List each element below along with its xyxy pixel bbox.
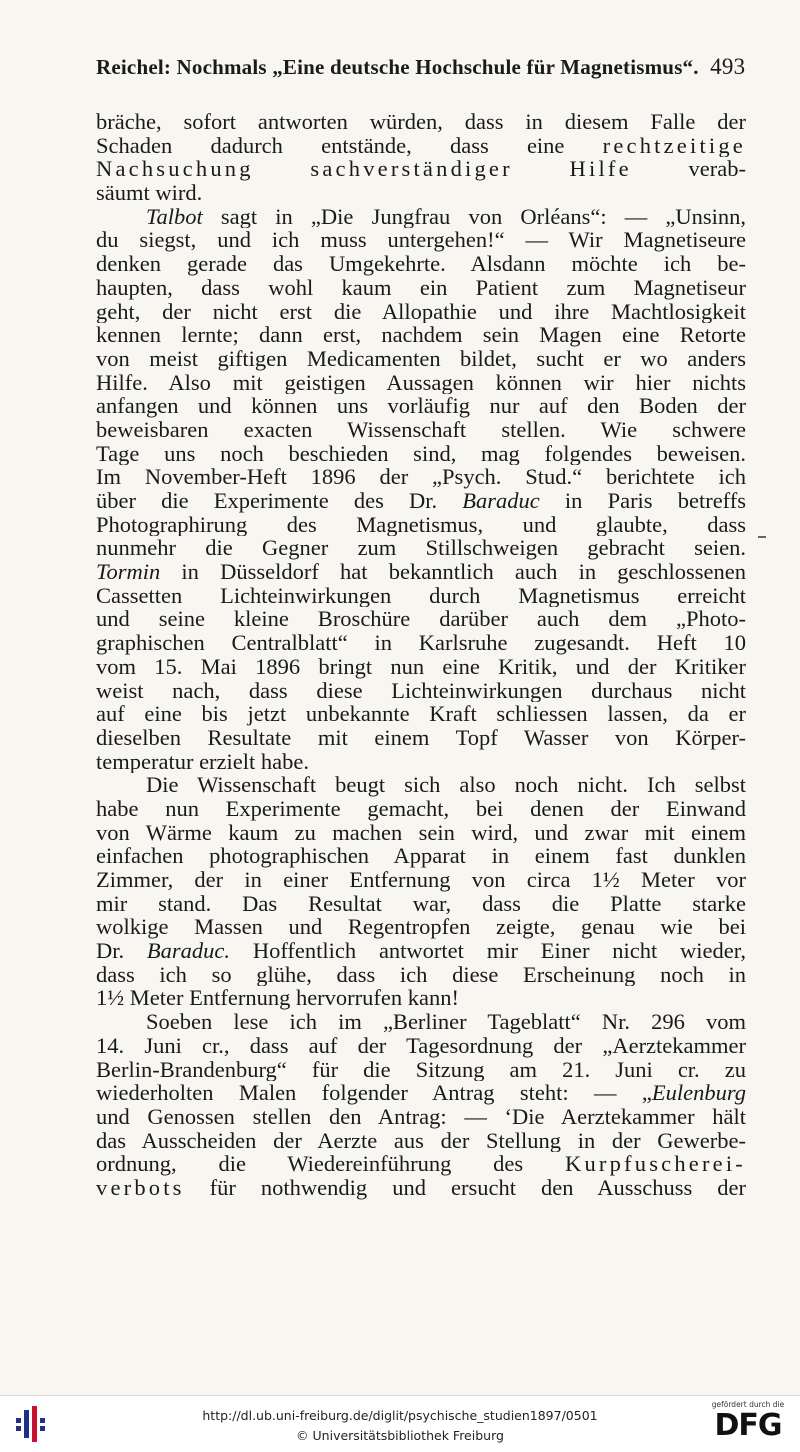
text-line: 14. Juni cr., dass auf der Tagesordnung der „Aerztekammer: [96, 1033, 746, 1058]
source-url[interactable]: http://dl.ub.uni-freiburg.de/diglit/psychische_studien1897/0501: [202, 1408, 598, 1423]
text-line: Cassetten Lichteinwirkungen durch Magnetismus erreicht: [96, 583, 746, 608]
page-number: 493: [710, 54, 746, 79]
text-line: einfachen photographischen Apparat in einem fast dunklen: [96, 844, 746, 868]
text-line: Im November-Heft 1896 der „Psych. Stud.“ berichtete ich: [96, 465, 746, 489]
text-line: Schaden dadurch entstände, dass eine rechtzeitige: [96, 133, 746, 158]
text-line: du siegst, und ich muss untergehen!“ — Wir Magnetiseure: [96, 228, 746, 253]
text-line: weist nach, dass diese Lichteinwirkungen durchaus nicht: [96, 678, 746, 703]
text-line: Tormin in Düsseldorf hat bekanntlich auch in geschlossenen: [96, 560, 746, 584]
text-line: dass ich so glühe, dass ich diese Erscheinung noch in: [96, 962, 746, 987]
text-line: bräche, sofort antworten würden, dass in diesem Falle der: [96, 110, 746, 134]
text-line: Tage uns noch beschieden sind, mag folgendes beweisen.: [96, 441, 746, 466]
text-line: graphischen Centralblatt“ in Karlsruhe zugesandt. Heft 10: [96, 631, 746, 655]
text-line: vom 15. Mai 1896 bringt nun eine Kritik, und der Kritiker: [96, 654, 746, 679]
text-line: wiederholten Malen folgender Antrag steht: — „Eulenburg: [96, 1081, 746, 1105]
text-line: anfangen und können uns vorläufig nur auf den Boden der: [96, 394, 746, 418]
text-line: ordnung, die Wiedereinführung des Kurpfuscherei-: [96, 1152, 746, 1176]
dfg-caption: gefördert durch die: [711, 1400, 785, 1409]
text-line: verbots für nothwendig und ersucht den Ausschuss der: [96, 1175, 746, 1200]
text-line: dieselben Resultate mit einem Topf Wasser von Körper-: [96, 725, 746, 750]
text-line: mir stand. Das Resultat war, dass die Platte starke: [96, 891, 746, 916]
text-line: Zimmer, der in einer Entfernung von circa 1½ Meter vor: [96, 868, 746, 892]
text-line: über die Experimente des Dr. Baraduc in Paris betreffs: [96, 489, 746, 513]
text-line: das Ausscheiden der Aerzte aus der Stellung in der Gewerbe-: [96, 1128, 746, 1153]
text-line: Die Wissenschaft beugt sich also noch nicht. Ich selbst: [146, 773, 746, 797]
dfg-logo-text: DFG: [714, 1408, 782, 1443]
text-line: und Genossen stellen den Antrag: — ‘Die Aerztekammer hält: [96, 1104, 746, 1129]
text-line: Photographirung des Magnetismus, und glaubte, dass: [96, 512, 746, 537]
text-line: denken gerade das Umgekehrte. Alsdann möchte ich be-: [96, 252, 746, 276]
text-line: geht, der nicht erst die Allopathie und ihre Machtlosigkeit: [96, 299, 746, 324]
text-line: Berlin-Brandenburg“ für die Sitzung am 21. Juni cr. zu: [96, 1057, 746, 1082]
running-title: Reichel: Nochmals „Eine deutsche Hochschule für Magnetismus“.: [96, 55, 699, 79]
copyright-notice: © Universitätsbibliothek Freiburg: [296, 1428, 504, 1443]
text-line: 1½ Meter Entfernung hervorrufen kann!: [96, 986, 459, 1011]
body-text: [96, 110, 746, 1200]
text-line: nunmehr die Gegner zum Stillschweigen gebracht seien.: [96, 536, 746, 561]
text-line: temperatur erzielt habe.: [96, 749, 310, 774]
viewer-footer: [0, 1395, 800, 1452]
text-line: und seine kleine Broschüre darüber auch dem „Photo-: [96, 607, 746, 632]
text-line: wolkige Massen und Regentropfen zeigte, genau wie bei: [96, 915, 746, 940]
text-line: beweisbaren exacten Wissenschaft stellen. Wie schwere: [96, 417, 746, 442]
text-line: kennen lernte; dann erst, nachdem sein Magen eine Retorte: [96, 323, 746, 347]
text-line: auf eine bis jetzt unbekannte Kraft schliessen lassen, da er: [96, 702, 746, 726]
text-line: Nachsuchung sachverständiger Hilfe verab-: [96, 157, 746, 182]
running-header: [96, 54, 746, 80]
text-line: habe nun Experimente gemacht, bei denen der Einwand: [96, 796, 746, 821]
text-line: von meist giftigen Medicamenten bildet, sucht er wo anders: [96, 346, 746, 371]
text-line: haupten, dass wohl kaum ein Patient zum Magnetiseur: [96, 275, 746, 300]
text-line: Hilfe. Also mit geistigen Aussagen können wir hier nichts: [96, 370, 746, 395]
text-line: von Wärme kaum zu machen sein wird, und zwar mit einem: [96, 820, 746, 845]
text-line: Soeben lese ich im „Berliner Tageblatt“ Nr. 296 vom: [146, 1010, 746, 1034]
text-line: Talbot sagt in „Die Jungfrau von Orléans“: — „Unsinn,: [146, 204, 746, 229]
text-line: säumt wird.: [96, 181, 203, 205]
margin-mark: [758, 536, 766, 538]
text-line: Dr. Baraduc. Hoffentlich antwortet mir Einer nicht wieder,: [96, 939, 746, 963]
dfg-logo: [706, 1400, 790, 1448]
